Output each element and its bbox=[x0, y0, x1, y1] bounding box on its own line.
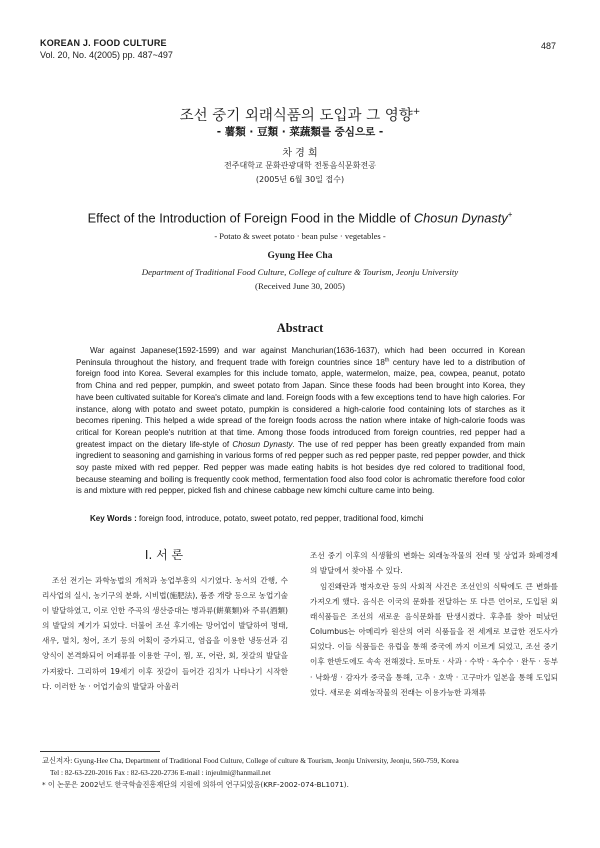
right-column-paragraph-2: 임진왜란과 병자호란 등의 사회적 사건은 조선인의 식탁에도 큰 변화를 가져오게 했다. 음식은 이국의 문화를 전달하는 또 다른 언어로, 도입된 외래식품들은 조선의 새로운 음식문화를 탄생시켰다. 후추를 찾아 떠났던 Columbus는 아메리카 원산의 여러 식품들을 전 세계로 보급한 전도사가 되었다. 이들 식품들은 유럽을 통해 중국에 까지 이르게 되었고, 조선 중기 이후 한반도에도 속속 전해졌다. 토마토 · 사과 · 수박 · 옥수수 · 완두 · 동부 · 낙화생 · 감자가 중국을 통해, 고추 · 호박 · 고구마가 일본을 통해 도입되었다. 새로운 외래농작물의 전래는 이용가능한 과채류 bbox=[310, 582, 558, 697]
section-heading-introduction: I. 서 론 bbox=[144, 548, 184, 562]
keywords bbox=[90, 513, 530, 524]
journal-issue: Vol. 20, No. 4(2005) pp. 487~497 bbox=[40, 50, 173, 60]
footnote-funding: * 이 논문은 2002년도 한국학술진흥재단의 지원에 의하여 연구되었음(KRF-2002-074-BL1071). bbox=[42, 780, 349, 789]
abstract-body bbox=[76, 345, 525, 497]
english-title bbox=[0, 210, 600, 225]
abstract-text-2: century have led to a distribution of foreign food into Korea. Several examples for this include tomato, apple, watermelon, maize, pea, cowpea, peanut, potato from China and red pepper, pumpkin, and sweet potato from Japan. Since these foods had been brought into Korea, they have been cultivated suitable for Korea's climate and land. Foreign foods with a few exceptions tend to have high calories. For instance, along with potato and sweet potato, pumpkin is considered a high-calorie food containing lots of starches as it becomes ripening. This helped a wide spread of the foreign foods across the nation where intake of high-calorie foods was critical for Korean people's nutrition at that time. Among those foods introduced from foreign countries, red pepper had a greatest impact on the dietary life-style of bbox=[76, 357, 525, 449]
korean-title-text: 조선 중기 외래식품의 도입과 그 영향 bbox=[179, 108, 413, 124]
footnote-divider bbox=[40, 751, 160, 752]
korean-author: 차 경 희 bbox=[282, 148, 318, 159]
english-affiliation: Department of Traditional Food Culture, College of culture & Tourism, Jeonju University bbox=[141, 267, 459, 277]
keywords-list: foreign food, introduce, potato, sweet potato, red pepper, traditional food, kimchi bbox=[136, 514, 424, 523]
abstract-text-1: War against Japanese(1592-1599) and war against Manchurian(1636-1637), which had been occurred in Korean Peninsula throughout the history, and frequent trade with foreign countries since 18 bbox=[76, 346, 525, 367]
english-title-mark: + bbox=[507, 210, 513, 219]
korean-received-date: (2005년 6월 30일 접수) bbox=[255, 175, 345, 184]
english-title-italic: Chosun Dynasty bbox=[413, 210, 508, 226]
english-title-text: Effect of the Introduction of Foreign Food in the Middle of bbox=[87, 210, 414, 226]
english-received-date: (Received June 30, 2005) bbox=[255, 281, 345, 291]
keywords-label: Key Words : bbox=[90, 514, 137, 523]
footnote-contact: Tel : 82-63-220-2016 Fax : 82-63-220-2736 E-mail : injeulmi@hanmail.net bbox=[50, 768, 271, 777]
right-column-paragraph-1: 조선 중기 이후의 식생활의 변화는 외래농작물의 전래 및 상업과 화폐경제의 발달에서 찾아볼 수 있다. bbox=[310, 551, 558, 576]
korean-title bbox=[0, 104, 600, 125]
korean-title-mark: + bbox=[412, 107, 421, 118]
left-column-paragraph: 조선 전기는 과학농법의 개척과 농업부흥의 시기였다. 농서의 간행, 수리사업의 실시, 농기구의 분화, 시비법(施肥法), 품종 개량 등으로 농업기술이 발달하였고, 이로 인한 주곡의 생산증대는 병과류(餠菓類)와 주류(酒類)의 발달의 계기가 되었다. 더불어 조선 후기에는 망어업이 발달하여 명태, 새우, 멸치, 청어, 조기 등의 어획이 증가되고, 염읍을 이용한 냉동선과 김 양식이 본격화되어 어패류를 이용한 구이, 찜, 포, 어란, 회, 젓갈의 발달을 가져왔다. 그리하여 19세기 이후 젓갈이 들어간 김치가 나타나기 시작한다. 이러한 농 · 어업기술의 발달과 아울러 bbox=[42, 576, 288, 691]
journal-name: KOREAN J. FOOD CULTURE bbox=[40, 38, 167, 48]
english-author: Gyung Hee Cha bbox=[267, 251, 333, 261]
english-subtitle: - Potato & sweet potato · bean pulse · vegetables - bbox=[214, 231, 386, 241]
footnote-correspondence: 교신저자: Gyung-Hee Cha, Department of Traditional Food Culture, College of culture & Tourism, Jeonju University, Jeonju, 560-759, Korea bbox=[42, 756, 459, 765]
abstract-heading: Abstract bbox=[276, 321, 324, 335]
abstract-text-3: . The use of red pepper has been greatly expanded from main ingredient to seasoning and garnishing in various forms of red pepper such as red pepper paste, red pepper powder, and thick soy paste mixed with red pepper. Red pepper was made eating habits is hot besides dye red colored to traditional food, because steaming and boiling is frequently cook method, fermentation food also food color is achromatic therefore food color is and mixture with red pepper, picked fish and chinese cabbage new kimchi culture came into being. bbox=[76, 439, 525, 496]
abstract-superscript: th bbox=[384, 357, 390, 364]
korean-subtitle: - 薯類 · 豆類 · 菜蔬類를 중심으로 - bbox=[216, 126, 384, 138]
abstract-italic: Chosun Dynasty bbox=[232, 439, 293, 449]
korean-affiliation: 전주대학교 문화관광대학 전통음식문화전공 bbox=[224, 161, 376, 170]
page-number: 487 bbox=[540, 41, 556, 51]
